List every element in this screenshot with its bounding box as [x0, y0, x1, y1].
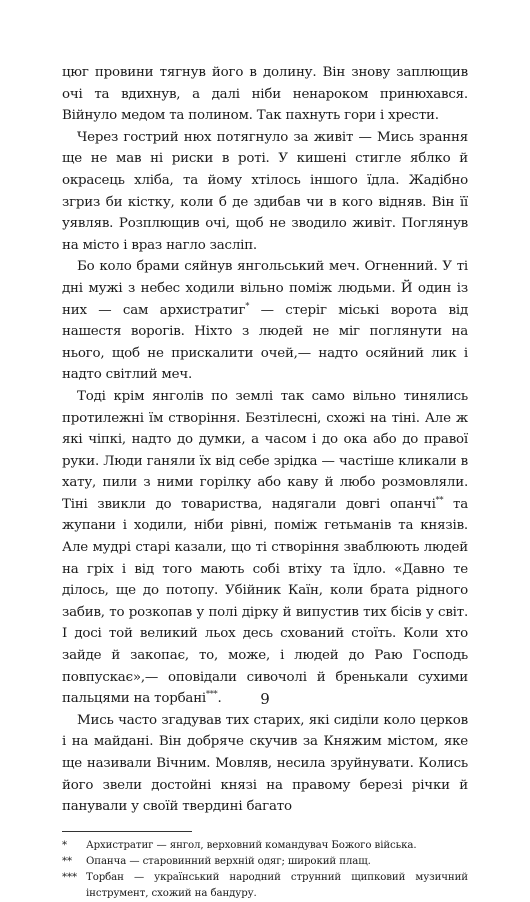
footnote-ref-2: ** — [435, 495, 444, 505]
footnotes — [62, 838, 468, 902]
paragraph-4: Тоді крім янголів по землі так само вільно тинялись протилежні їм створіння. Безтілесні, схожі на тіні. Але ж які чіпкі, надто до думки, а часом і до ока або до правої руки. Люди ганяли їх від себе зрідка — частіше кликали в хату, пили з ними горілку або каву й любо розмовляли. Тіні звикли до товариства, надягали довгі опанчі** та жупани і ходили, ніби рівні, поміж гетьманів та князів. Але мудрі старі казали, що ті створіння зваблюють людей на гріх і від того мають собі втіху та їдло. «Давно те ділось, ще до потопу. Убійник Каїн, коли брата рідного забив, то розкопав у полі дірку й випустив тих бісів у світ. І досі той великий льох десь схований стоїть. Коли хто зайде й закопає, то, може, і людей до Раю Господь повпускає»,— оповідали сивочолі й бренькали сухими пальцями на торбані***. — [62, 388, 468, 707]
footnote-2 — [62, 854, 468, 870]
footnote-divider — [62, 831, 192, 832]
footnote-text: Опанча — старовинний верхній одяг; широкий плащ. — [86, 855, 371, 867]
footnote-text: Архистратиг — янгол, верховний командувач Божого війська. — [86, 839, 417, 851]
paragraph-5: Мись часто згадував тих старих, які сиділи коло церков і на майдані. Він добряче скучив за Княжим містом, яке ще називали Вічним. Мовляв, несила зруйнувати. Колись його звели достойні князі на правому березі річки й панували у своїй твердині багато — [62, 712, 468, 815]
footnote-mark: *** — [62, 871, 77, 883]
footnote-mark: * — [62, 839, 67, 851]
page-number: 9 — [260, 690, 270, 708]
paragraph-3: Бо коло брами сяйнув янгольський меч. Огненний. У ті дні мужі з небес ходили вільно поміж людьми. Й один із них — сам архистратиг* — стеріг міські ворота від нашестя ворогів. Ніхто з людей не міг поглянути на нього, щоб не прискалити очей,— надто осяйний лик і надто світлий меч. — [62, 259, 469, 383]
footnote-1 — [62, 838, 468, 854]
footnote-ref-3: *** — [206, 689, 218, 699]
paragraph-1: цюг провини тягнув його в долину. Він знову заплющив очі та вдихнув, а далі ніби ненароком принюхався. Війнуло медом та полином. Так пахнуть гори і хрести. — [62, 65, 468, 124]
footnote-mark: ** — [62, 855, 72, 867]
footnote-ref-1: * — [245, 301, 250, 311]
footnote-3 — [62, 870, 468, 902]
page-content — [62, 62, 468, 902]
footnote-text: Торбан — український народний струнний щипковий музичний інструмент, схожий на бандуру. — [86, 871, 468, 899]
paragraph-2: Через гострий нюх потягнуло за живіт — Мись зрання ще не мав ні риски в роті. У кишені стигле яблко й окрасець хліба, та йому хтілось іншого їдла. Жадібно згриз би кістку, коли б де здибав чи в кого відняв. Він її уявляв. Розплющив очі, щоб не зводило живіт. Поглянув на місто і враз нагло засліп. — [62, 129, 468, 253]
